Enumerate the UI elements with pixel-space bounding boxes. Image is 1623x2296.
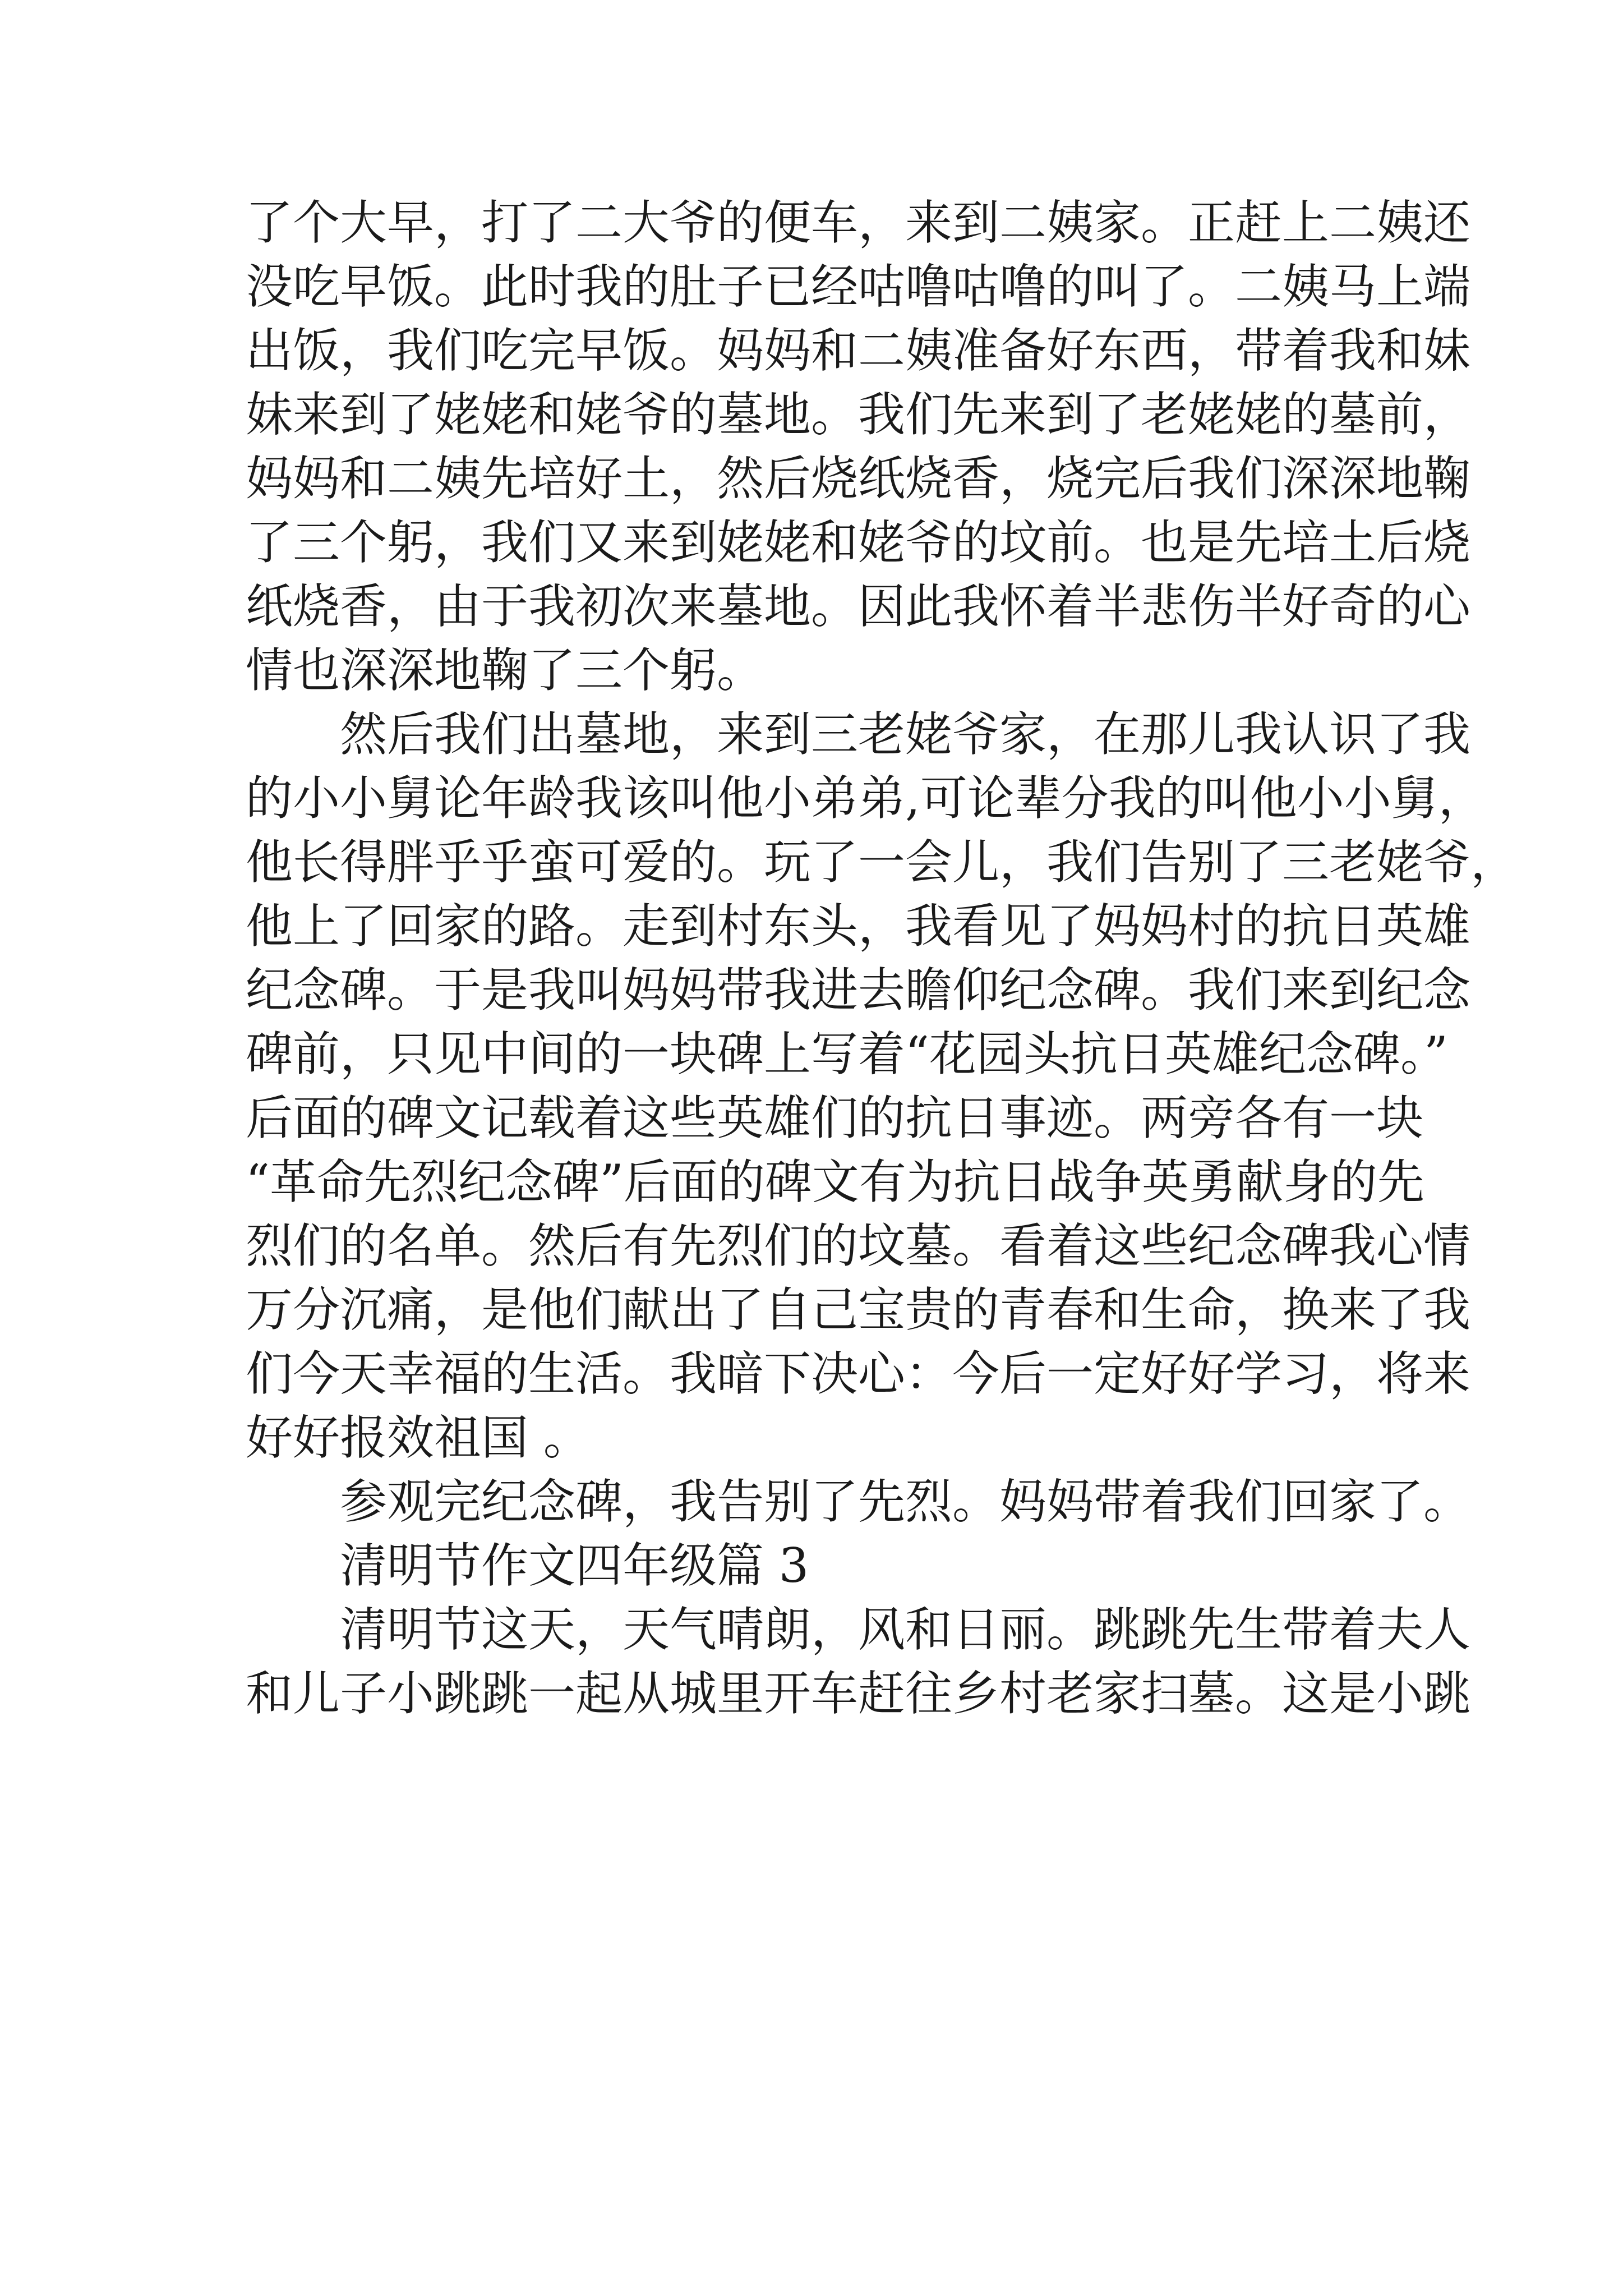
document-body <box>246 191 1518 1726</box>
text-line: 情也深深地鞠了三个躬。 <box>246 643 764 698</box>
paragraph-start-line: 清明节这天，天气晴朗，风和日丽。跳跳先生带着夫人 <box>340 1602 1471 1657</box>
text-line: 纪念碑。于是我叫妈妈带我进去瞻仰纪念碑。我们来到纪念 <box>246 963 1471 1018</box>
text-line: 出饭，我们吃完早饭。妈妈和二姨准备好东西，带着我和妹 <box>246 323 1471 378</box>
text-line: “革命先烈纪念碑”后面的碑文有为抗日战争英勇献身的先 <box>246 1154 1424 1209</box>
text-line: 妹来到了姥姥和姥爷的墓地。我们先来到了老姥姥的墓前， <box>246 387 1471 442</box>
text-line: 的小小舅论年龄我该叫他小弟弟,可论辈分我的叫他小小舅， <box>246 771 1486 826</box>
text-line: 和儿子小跳跳一起从城里开车赶往乡村老家扫墓。这是小跳 <box>246 1666 1471 1721</box>
paragraph-start-line: 然后我们出墓地，来到三老姥爷家，在那儿我认识了我 <box>340 707 1471 762</box>
text-line: 碑前，只见中间的一块碑上写着“花园头抗日英雄纪念碑。” <box>246 1027 1448 1082</box>
text-line: 没吃早饭。此时我的肚子已经咕噜咕噜的叫了。二姨马上端 <box>246 259 1471 314</box>
text-line: 他上了回家的路。走到村东头，我看见了妈妈村的抗日英雄 <box>246 899 1471 954</box>
text-line: 了个大早，打了二大爷的便车，来到二姨家。正赶上二姨还 <box>246 195 1471 250</box>
text-line: 们今天幸福的生活。我暗下决心：今后一定好好学习，将来 <box>246 1346 1471 1401</box>
text-line: 了三个躬，我们又来到姥姥和姥爷的坟前。也是先培土后烧 <box>246 515 1471 570</box>
text-line: 后面的碑文记载着这些英雄们的抗日事迹。两旁各有一块 <box>246 1091 1424 1145</box>
paragraph-start-line: 参观完纪念碑，我告别了先烈。妈妈带着我们回家了。 <box>340 1474 1471 1529</box>
text-line: 妈妈和二姨先培好土，然后烧纸烧香，烧完后我们深深地鞠 <box>246 451 1471 506</box>
text-line: 万分沉痛，是他们献出了自己宝贵的青春和生命，换来了我 <box>246 1282 1471 1337</box>
text-line: 纸烧香，由于我初次来墓地。因此我怀着半悲伤半好奇的心 <box>246 579 1471 634</box>
text-line: 好好报效祖国 。 <box>246 1410 591 1465</box>
section-heading: 清明节作文四年级篇 3 <box>340 1538 809 1593</box>
text-line: 他长得胖乎乎蛮可爱的。玩了一会儿，我们告别了三老姥爷， <box>246 835 1518 890</box>
text-line: 烈们的名单。然后有先烈们的坟墓。看着这些纪念碑我心情 <box>246 1218 1471 1273</box>
